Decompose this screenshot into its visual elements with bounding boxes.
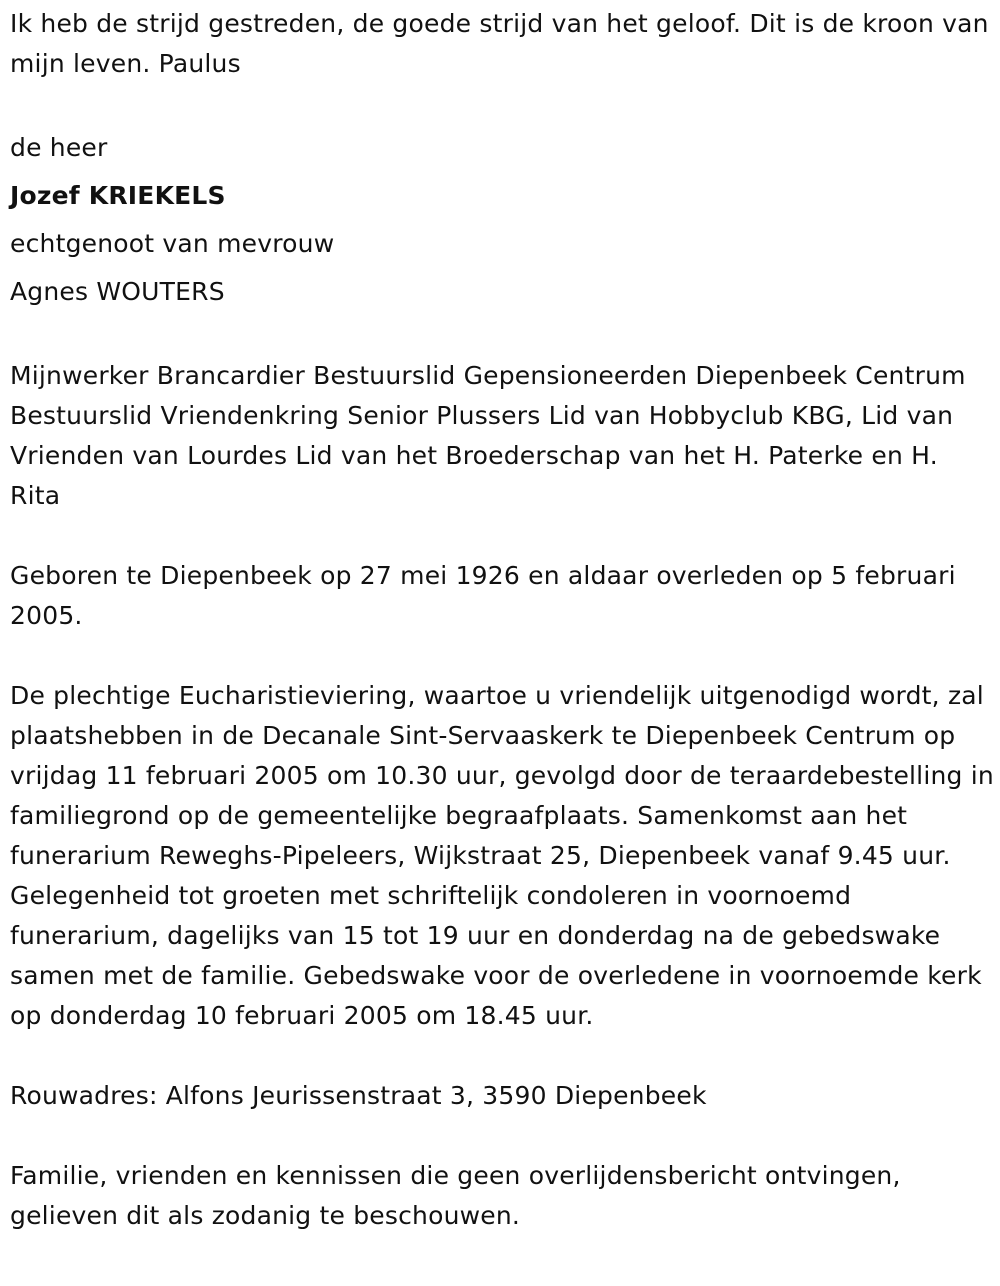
service-text: De plechtige Eucharistieviering, waartoe u vriendelijk uitgenodigd wordt, zal plaatshebben in de Decanale Sint-Servaaskerk te Diepenbeek Centrum op vrijdag 11 februari 2005 om 10.30 uur, gevolgd door de teraardebestelling in familiegrond op de gemeentelijke begraafplaats. Samenkomst aan het funerarium Reweghs-Pipeleers, Wijkstraat 25, Diepenbeek vanaf 9.45 uur. Gelegenheid tot groeten met schriftelijk condoleren in voornoemd funerarium, dagelijks van 15 tot 19 uur en donderdag na de gebedswake samen met de familie. Gebedswake voor de overledene in voornoemde kerk op donderdag 10 februari 2005 om 18.45 uur.: [10, 681, 994, 1030]
spacer: [10, 316, 995, 356]
spacer: [10, 516, 995, 556]
roles-text: Mijnwerker Brancardier Bestuurslid Gepensioneerden Diepenbeek Centrum Bestuurslid Vriendenkring Senior Plussers Lid van Hobbyclub KBG, Lid van Vrienden van Lourdes Lid van het Broederschap van het H. Paterke en H. Rita: [10, 361, 966, 510]
relation-text: echtgenoot van mevrouw: [10, 229, 335, 258]
spacer: [10, 84, 995, 124]
title-text: de heer: [10, 133, 108, 162]
spacer: [10, 1036, 995, 1076]
quote-text: Ik heb de strijd gestreden, de goede strijd van het geloof. Dit is de kroon van mijn leven. Paulus: [10, 9, 989, 78]
spacer: [10, 636, 995, 676]
obituary-document: [10, 4, 995, 1236]
birth-death-text: Geboren te Diepenbeek op 27 mei 1926 en aldaar overleden op 5 februari 2005.: [10, 561, 956, 630]
address-text: Rouwadres: Alfons Jeurissenstraat 3, 3590 Diepenbeek: [10, 1081, 707, 1110]
closing-text: Familie, vrienden en kennissen die geen overlijdensbericht ontvingen, gelieven dit als zodanig te beschouwen.: [10, 1161, 901, 1230]
deceased-name: Jozef KRIEKELS: [10, 181, 226, 210]
spouse-name: Agnes WOUTERS: [10, 277, 225, 306]
spacer: [10, 1116, 995, 1156]
